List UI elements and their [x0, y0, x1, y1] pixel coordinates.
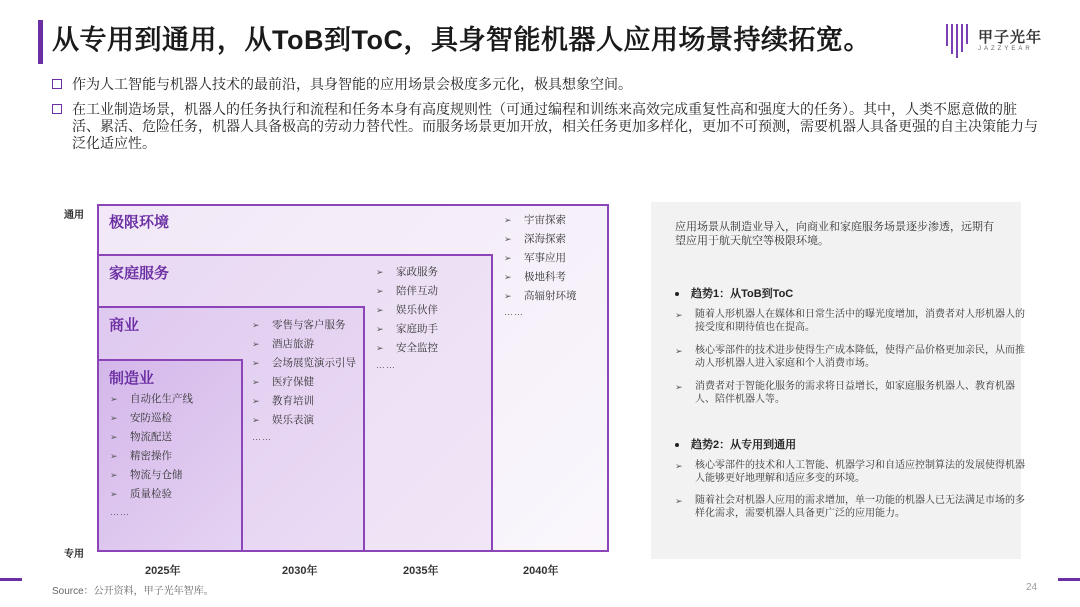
arrow-right-icon: ➢	[110, 470, 118, 480]
arrow-right-icon: ➢	[675, 346, 683, 356]
x-axis-label: 2040年	[523, 565, 559, 577]
list-item: ➢ 陪伴互动	[376, 285, 438, 297]
source-note: Source：公开资料，甲子光年智库。	[52, 586, 214, 597]
square-bullet-icon	[52, 104, 62, 114]
list-item: ➢ 精密操作	[110, 450, 172, 462]
footer-accent-right	[1058, 578, 1080, 581]
list-item: ➢ 深海探索	[504, 233, 566, 245]
more-ellipsis: ……	[376, 360, 396, 370]
page-title: 从专用到通用，从ToB到ToC，具身智能机器人应用场景持续拓宽。	[52, 25, 871, 55]
arrow-right-icon: ➢	[504, 272, 512, 282]
page-number: 24	[1026, 582, 1038, 593]
logo-mark-icon	[946, 24, 972, 58]
bullet-item	[52, 76, 1042, 93]
square-bullet-icon	[52, 79, 62, 89]
list-item: ➢ 高辐射环境	[504, 290, 577, 302]
arrow-right-icon: ➢	[504, 215, 512, 225]
extreme-items-list	[503, 212, 577, 307]
list-item: ➢ 宇宙探索	[504, 214, 566, 226]
x-axis-label: 2025年	[145, 565, 181, 577]
arrow-right-icon: ➢	[252, 339, 260, 349]
level-title-home: 家庭服务	[109, 265, 170, 282]
arrow-right-icon: ➢	[110, 413, 118, 423]
trend-point: ➢ 核心零部件的技术进步使得生产成本降低，使得产品价格更加亲民，从而推动人形机器人进入家庭和个人消费市场。	[675, 345, 1025, 369]
brand-logo	[946, 24, 1056, 60]
arrow-right-icon: ➢	[504, 291, 512, 301]
trend-panel	[651, 202, 1025, 559]
trend-heading: 趋势2：从专用到通用	[675, 436, 796, 452]
list-item: ➢ 零售与客户服务	[252, 319, 346, 331]
y-axis-top-label: 通用	[64, 210, 84, 221]
list-item: ➢ 医疗保健	[252, 376, 314, 388]
logo-text-en: JAZZYEAR	[978, 46, 1033, 52]
arrow-right-icon: ➢	[675, 310, 683, 320]
trend-point: ➢ 随着社会对机器人应用的需求增加，单一功能的机器人已无法满足市场的多样化需求，需要机器人具备更广泛的应用能力。	[675, 495, 1025, 519]
list-item: ➢ 会场展览演示引导	[252, 357, 356, 369]
arrow-right-icon: ➢	[252, 320, 260, 330]
list-item: ➢ 酒店旅游	[252, 338, 314, 350]
list-item: ➢ 安防巡检	[110, 412, 172, 424]
arrow-right-icon: ➢	[376, 343, 384, 353]
title-accent-bar	[38, 20, 43, 64]
commercial-items-list	[251, 317, 356, 431]
arrow-right-icon: ➢	[504, 234, 512, 244]
level-title-extreme: 极限环境	[109, 214, 170, 231]
logo-text-cn: 甲子光年	[978, 29, 1043, 46]
home-items-list	[375, 264, 438, 359]
arrow-right-icon: ➢	[675, 461, 683, 471]
y-axis-bottom-label: 专用	[64, 549, 84, 560]
arrow-right-icon: ➢	[376, 267, 384, 277]
bullet-dot-icon	[675, 443, 679, 447]
arrow-right-icon: ➢	[252, 358, 260, 368]
arrow-right-icon: ➢	[675, 496, 683, 506]
bullet-dot-icon	[675, 292, 679, 296]
level-title-commercial: 商业	[109, 317, 140, 334]
arrow-right-icon: ➢	[376, 305, 384, 315]
arrow-right-icon: ➢	[252, 415, 260, 425]
arrow-right-icon: ➢	[675, 382, 683, 392]
list-item: ➢ 安全监控	[376, 342, 438, 354]
list-item: ➢ 物流配送	[110, 431, 172, 443]
list-item: ➢ 教育培训	[252, 395, 314, 407]
more-ellipsis: ……	[252, 432, 272, 442]
arrow-right-icon: ➢	[110, 451, 118, 461]
x-axis-label: 2035年	[403, 565, 439, 577]
list-item: ➢ 娱乐伙伴	[376, 304, 438, 316]
arrow-right-icon: ➢	[376, 286, 384, 296]
bullet-item	[52, 101, 1042, 152]
list-item: ➢ 家庭助手	[376, 323, 438, 335]
trend-heading: 趋势1：从ToB到ToC	[675, 285, 793, 301]
list-item: ➢ 物流与仓储	[110, 469, 183, 481]
arrow-right-icon: ➢	[110, 394, 118, 404]
more-ellipsis: ……	[504, 307, 524, 317]
list-item: ➢ 军事应用	[504, 252, 566, 264]
footer-accent-left	[0, 578, 22, 581]
arrow-right-icon: ➢	[504, 253, 512, 263]
list-item: ➢ 质量检验	[110, 488, 172, 500]
list-item: ➢ 娱乐表演	[252, 414, 314, 426]
level-title-manufacturing: 制造业	[109, 370, 155, 387]
arrow-right-icon: ➢	[252, 377, 260, 387]
arrow-right-icon: ➢	[252, 396, 260, 406]
trend-point: ➢ 核心零部件的技术和人工智能、机器学习和自适应控制算法的发展使得机器人能够更好地理解和适应多变的环境。	[675, 460, 1025, 484]
more-ellipsis: ……	[110, 507, 130, 517]
intro-bullets	[52, 76, 1042, 160]
arrow-right-icon: ➢	[376, 324, 384, 334]
arrow-right-icon: ➢	[110, 432, 118, 442]
list-item: ➢ 家政服务	[376, 266, 438, 278]
x-axis-label: 2030年	[282, 565, 318, 577]
list-item: ➢ 自动化生产线	[110, 393, 193, 405]
trend-point: ➢ 消费者对于智能化服务的需求将日益增长，如家庭服务机器人、教育机器人、陪伴机器人等。	[675, 381, 1015, 405]
bullet-text: 作为人工智能与机器人技术的最前沿，具身智能的应用场景会极度多元化，极具想象空间。	[72, 76, 632, 92]
bullet-text: 在工业制造场景，机器人的任务执行和流程和任务本身有高度规则性（可通过编程和训练来高效完成重复性高和强度大的任务）。其中，人类不愿意做的脏活、累活、危险任务，机器人具备极高的劳动力替代性。而服务场景更加开放，相关任务更加多样化，更加不可预测，需要机器人具备更强的自主决策能力与泛化适应性。	[72, 101, 1038, 151]
arrow-right-icon: ➢	[110, 489, 118, 499]
panel-intro-text: 应用场景从制造业导入，向商业和家庭服务场景逐步渗透，远期有望应用于航天航空等极限环境。	[675, 221, 994, 247]
trend-point: ➢ 随着人形机器人在媒体和日常生活中的曝光度增加，消费者对人形机器人的接受度和期待值也在提高。	[675, 309, 1025, 333]
manufacturing-items-list	[109, 391, 193, 505]
list-item: ➢ 极地科考	[504, 271, 566, 283]
